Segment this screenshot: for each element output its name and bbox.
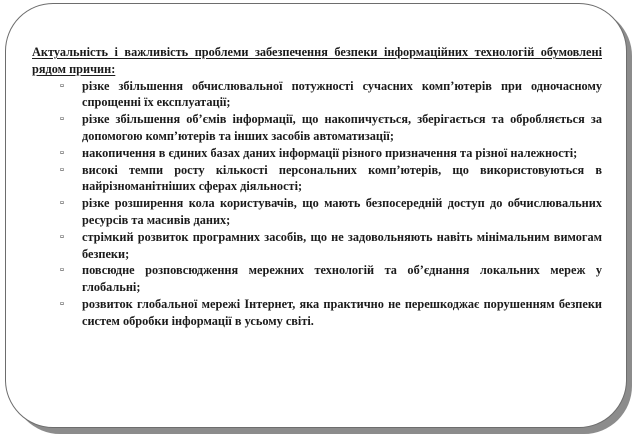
list-item [32, 296, 602, 330]
list-item [32, 229, 602, 263]
bullet-icon: ▫ [60, 163, 64, 176]
list-item-text: різке збільшення об’ємів інформації, що накопичується, зберігається та обробляється за допомогою комп’ютерів та інших засобів автоматизації; [82, 112, 602, 143]
list-item-text: різке збільшення обчислювальної потужності сучасних комп’ютерів при одночасному спрощенні їх експлуатації; [82, 78, 602, 110]
bullet-icon: ▫ [60, 146, 64, 159]
list-item [32, 262, 602, 296]
list-item-text: різке розширення кола користувачів, що мають безпосередній доступ до обчислювальних ресурсів та масивів даних; [82, 196, 602, 227]
bullet-icon: ▫ [60, 264, 64, 277]
bullet-icon: ▫ [60, 197, 64, 210]
bullet-icon: ▫ [60, 297, 64, 310]
list-item-text: повсюдне розповсюдження мережних технологій та об’єднання локальних мереж у глобальні; [82, 263, 602, 295]
list-item [32, 111, 602, 145]
list-item-text: розвиток глобальної мережі Інтернет, яка практично не перешкоджає порушенням безпеки систем обробки інформації в усьому світі. [82, 296, 602, 328]
list-item-text: стрімкий розвиток програмних засобів, що не задовольняють навіть мінімальним вимогам безпеки; [82, 229, 602, 261]
card-content [32, 44, 602, 330]
reasons-list [32, 78, 602, 330]
list-item-text: високі темпи росту кількості персональних комп’ютерів, що використовуються в найрізноманітніших сферах діяльності; [82, 162, 602, 194]
bullet-icon: ▫ [60, 79, 64, 92]
list-item [32, 162, 602, 196]
bullet-icon: ▫ [60, 230, 64, 243]
list-item [32, 195, 602, 229]
list-item [32, 78, 602, 112]
intro-paragraph: Актуальність і важливість проблеми забезпечення безпеки інформаційних технологій обумовлені рядом причин: [32, 45, 602, 76]
list-item [32, 145, 602, 162]
bullet-icon: ▫ [60, 113, 64, 126]
list-item-text: накопичення в єдиних базах даних інформації різного призначення та різної належності; [82, 145, 578, 160]
